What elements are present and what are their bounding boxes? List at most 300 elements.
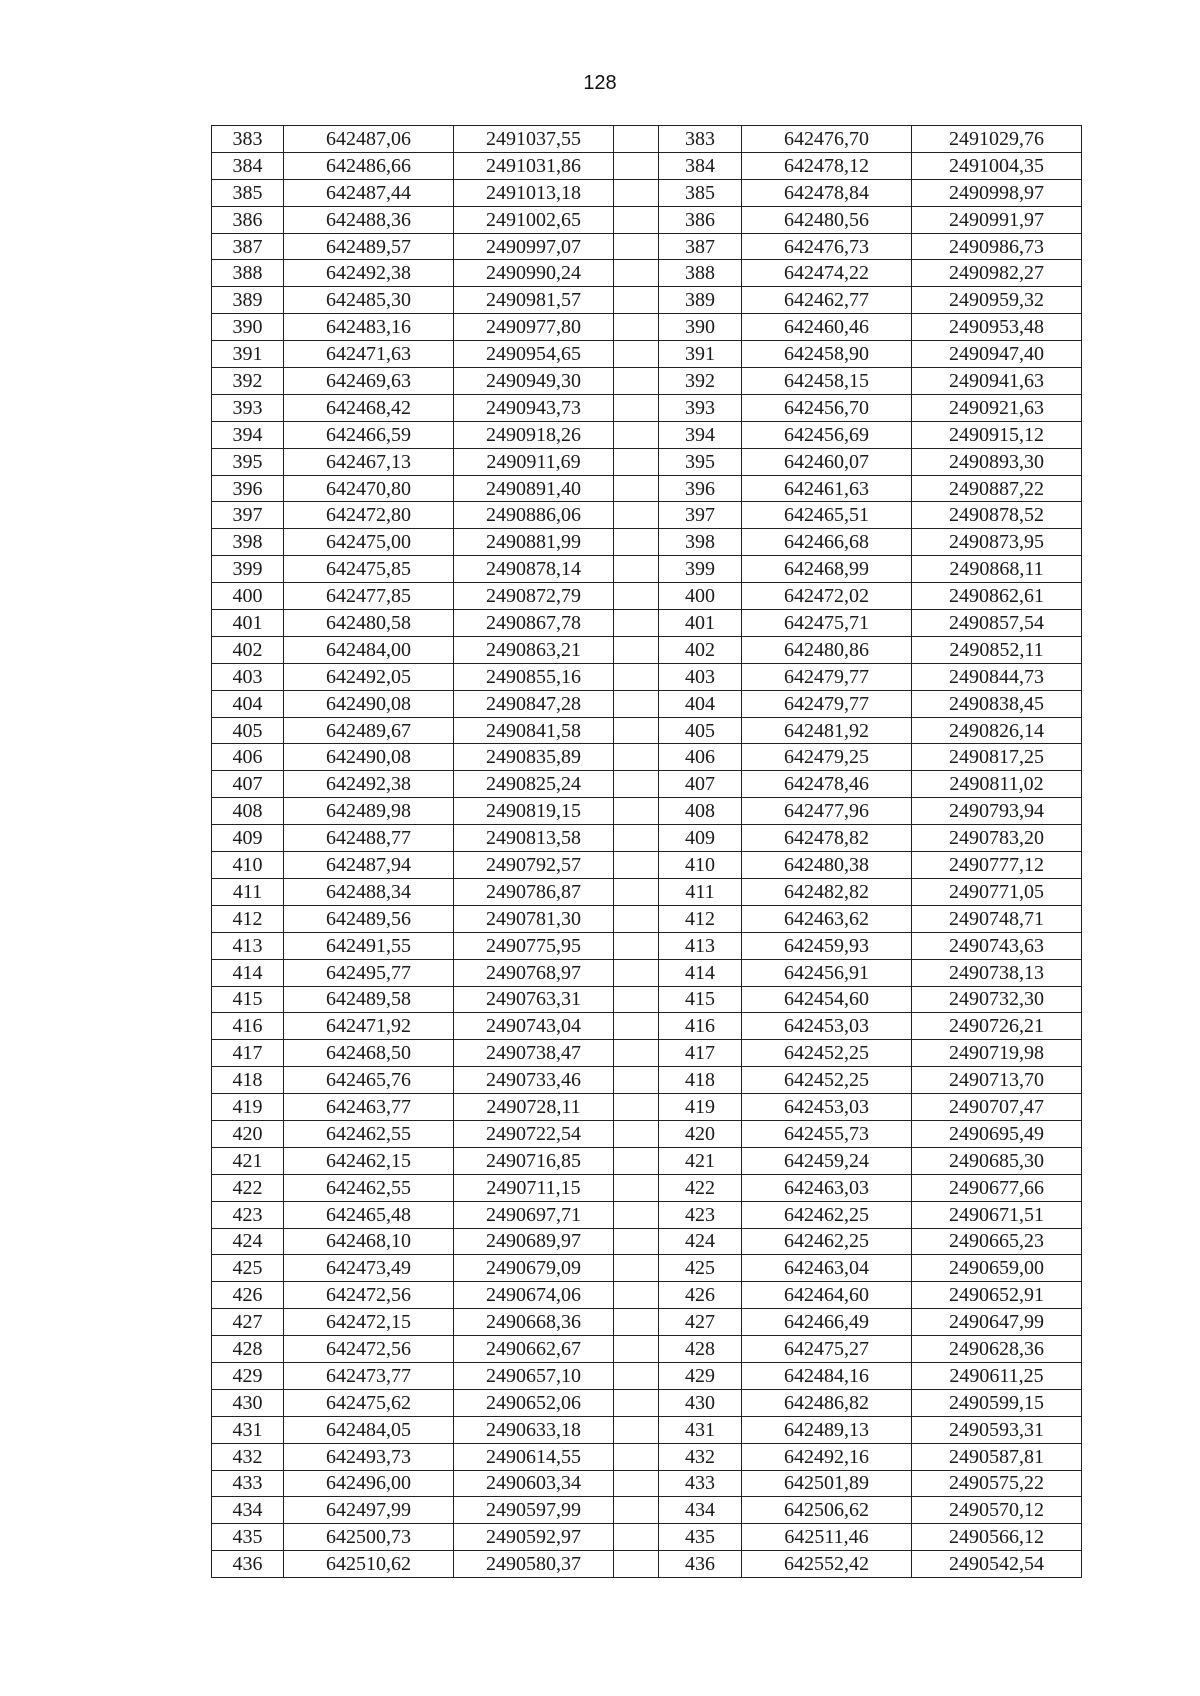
spacer-cell <box>614 287 659 314</box>
spacer-cell <box>614 717 659 744</box>
right-x-coordinate-cell: 642478,84 <box>742 179 912 206</box>
right-point-number-cell: 390 <box>659 314 742 341</box>
table-row <box>212 179 1082 206</box>
left-point-number-cell: 397 <box>212 502 284 529</box>
table-row <box>212 610 1082 637</box>
right-point-number-cell: 385 <box>659 179 742 206</box>
right-point-number-cell: 433 <box>659 1470 742 1497</box>
right-x-coordinate-cell: 642484,16 <box>742 1362 912 1389</box>
right-y-coordinate-cell: 2490599,15 <box>912 1389 1082 1416</box>
left-y-coordinate-cell: 2490652,06 <box>454 1389 614 1416</box>
right-x-coordinate-cell: 642479,77 <box>742 690 912 717</box>
right-point-number-cell: 384 <box>659 152 742 179</box>
table-row <box>212 1120 1082 1147</box>
right-point-number-cell: 421 <box>659 1147 742 1174</box>
left-x-coordinate-cell: 642490,08 <box>284 744 454 771</box>
right-x-coordinate-cell: 642458,90 <box>742 341 912 368</box>
right-point-number-cell: 416 <box>659 1013 742 1040</box>
right-y-coordinate-cell: 2490953,48 <box>912 314 1082 341</box>
left-y-coordinate-cell: 2491002,65 <box>454 206 614 233</box>
left-point-number-cell: 411 <box>212 878 284 905</box>
right-x-coordinate-cell: 642468,99 <box>742 556 912 583</box>
table-row <box>212 717 1082 744</box>
table-row <box>212 905 1082 932</box>
right-y-coordinate-cell: 2490652,91 <box>912 1282 1082 1309</box>
right-point-number-cell: 429 <box>659 1362 742 1389</box>
spacer-cell <box>614 690 659 717</box>
right-point-number-cell: 409 <box>659 825 742 852</box>
right-point-number-cell: 391 <box>659 341 742 368</box>
table-row <box>212 932 1082 959</box>
right-y-coordinate-cell: 2490817,25 <box>912 744 1082 771</box>
left-x-coordinate-cell: 642471,63 <box>284 341 454 368</box>
table-row <box>212 394 1082 421</box>
table-row <box>212 1255 1082 1282</box>
left-y-coordinate-cell: 2490743,04 <box>454 1013 614 1040</box>
left-y-coordinate-cell: 2490847,28 <box>454 690 614 717</box>
right-y-coordinate-cell: 2490986,73 <box>912 233 1082 260</box>
right-point-number-cell: 389 <box>659 287 742 314</box>
spacer-cell <box>614 771 659 798</box>
left-point-number-cell: 413 <box>212 932 284 959</box>
left-y-coordinate-cell: 2490886,06 <box>454 502 614 529</box>
left-x-coordinate-cell: 642484,00 <box>284 636 454 663</box>
left-x-coordinate-cell: 642484,05 <box>284 1416 454 1443</box>
table-row <box>212 475 1082 502</box>
left-x-coordinate-cell: 642489,58 <box>284 986 454 1013</box>
right-x-coordinate-cell: 642506,62 <box>742 1497 912 1524</box>
left-point-number-cell: 422 <box>212 1174 284 1201</box>
table-row <box>212 878 1082 905</box>
left-x-coordinate-cell: 642468,10 <box>284 1228 454 1255</box>
right-x-coordinate-cell: 642462,25 <box>742 1228 912 1255</box>
left-x-coordinate-cell: 642480,58 <box>284 610 454 637</box>
table-row <box>212 1336 1082 1363</box>
left-point-number-cell: 386 <box>212 206 284 233</box>
left-y-coordinate-cell: 2490835,89 <box>454 744 614 771</box>
spacer-cell <box>614 825 659 852</box>
spacer-cell <box>614 1551 659 1578</box>
right-point-number-cell: 399 <box>659 556 742 583</box>
table-row <box>212 152 1082 179</box>
left-point-number-cell: 389 <box>212 287 284 314</box>
table-row <box>212 126 1082 153</box>
right-point-number-cell: 417 <box>659 1040 742 1067</box>
left-x-coordinate-cell: 642489,67 <box>284 717 454 744</box>
left-y-coordinate-cell: 2490657,10 <box>454 1362 614 1389</box>
right-point-number-cell: 428 <box>659 1336 742 1363</box>
left-x-coordinate-cell: 642488,34 <box>284 878 454 905</box>
left-point-number-cell: 435 <box>212 1524 284 1551</box>
left-point-number-cell: 434 <box>212 1497 284 1524</box>
left-y-coordinate-cell: 2490633,18 <box>454 1416 614 1443</box>
right-y-coordinate-cell: 2490852,11 <box>912 636 1082 663</box>
right-x-coordinate-cell: 642501,89 <box>742 1470 912 1497</box>
spacer-cell <box>614 636 659 663</box>
right-y-coordinate-cell: 2490611,25 <box>912 1362 1082 1389</box>
right-x-coordinate-cell: 642478,82 <box>742 825 912 852</box>
table-row <box>212 959 1082 986</box>
right-point-number-cell: 427 <box>659 1309 742 1336</box>
left-x-coordinate-cell: 642495,77 <box>284 959 454 986</box>
right-y-coordinate-cell: 2490719,98 <box>912 1040 1082 1067</box>
right-x-coordinate-cell: 642474,22 <box>742 260 912 287</box>
spacer-cell <box>614 475 659 502</box>
spacer-cell <box>614 852 659 879</box>
right-x-coordinate-cell: 642462,25 <box>742 1201 912 1228</box>
table-row <box>212 663 1082 690</box>
left-point-number-cell: 400 <box>212 583 284 610</box>
spacer-cell <box>614 1147 659 1174</box>
right-point-number-cell: 388 <box>659 260 742 287</box>
right-y-coordinate-cell: 2490777,12 <box>912 852 1082 879</box>
spacer-cell <box>614 556 659 583</box>
spacer-cell <box>614 341 659 368</box>
left-point-number-cell: 431 <box>212 1416 284 1443</box>
left-y-coordinate-cell: 2490614,55 <box>454 1443 614 1470</box>
right-y-coordinate-cell: 2490707,47 <box>912 1094 1082 1121</box>
right-y-coordinate-cell: 2490868,11 <box>912 556 1082 583</box>
right-x-coordinate-cell: 642465,51 <box>742 502 912 529</box>
left-x-coordinate-cell: 642510,62 <box>284 1551 454 1578</box>
right-x-coordinate-cell: 642454,60 <box>742 986 912 1013</box>
right-y-coordinate-cell: 2490857,54 <box>912 610 1082 637</box>
right-x-coordinate-cell: 642478,12 <box>742 152 912 179</box>
right-x-coordinate-cell: 642460,07 <box>742 448 912 475</box>
left-y-coordinate-cell: 2490768,97 <box>454 959 614 986</box>
left-x-coordinate-cell: 642485,30 <box>284 287 454 314</box>
left-point-number-cell: 387 <box>212 233 284 260</box>
left-y-coordinate-cell: 2490597,99 <box>454 1497 614 1524</box>
table-row <box>212 1201 1082 1228</box>
left-point-number-cell: 421 <box>212 1147 284 1174</box>
right-point-number-cell: 402 <box>659 636 742 663</box>
page-number: 128 <box>583 72 617 94</box>
right-point-number-cell: 387 <box>659 233 742 260</box>
left-y-coordinate-cell: 2490841,58 <box>454 717 614 744</box>
left-point-number-cell: 401 <box>212 610 284 637</box>
left-x-coordinate-cell: 642467,13 <box>284 448 454 475</box>
left-y-coordinate-cell: 2490792,57 <box>454 852 614 879</box>
spacer-cell <box>614 663 659 690</box>
table-row <box>212 341 1082 368</box>
left-x-coordinate-cell: 642492,05 <box>284 663 454 690</box>
right-point-number-cell: 420 <box>659 1120 742 1147</box>
right-y-coordinate-cell: 2490862,61 <box>912 583 1082 610</box>
table-row <box>212 556 1082 583</box>
left-x-coordinate-cell: 642488,36 <box>284 206 454 233</box>
right-point-number-cell: 410 <box>659 852 742 879</box>
right-x-coordinate-cell: 642475,27 <box>742 1336 912 1363</box>
right-y-coordinate-cell: 2490575,22 <box>912 1470 1082 1497</box>
spacer-cell <box>614 1443 659 1470</box>
table-row <box>212 852 1082 879</box>
right-x-coordinate-cell: 642489,13 <box>742 1416 912 1443</box>
left-x-coordinate-cell: 642473,77 <box>284 1362 454 1389</box>
table-row <box>212 368 1082 395</box>
left-x-coordinate-cell: 642468,42 <box>284 394 454 421</box>
spacer-cell <box>614 1309 659 1336</box>
left-y-coordinate-cell: 2490662,67 <box>454 1336 614 1363</box>
left-x-coordinate-cell: 642471,92 <box>284 1013 454 1040</box>
right-y-coordinate-cell: 2490887,22 <box>912 475 1082 502</box>
right-y-coordinate-cell: 2490726,21 <box>912 1013 1082 1040</box>
left-x-coordinate-cell: 642475,00 <box>284 529 454 556</box>
right-y-coordinate-cell: 2490838,45 <box>912 690 1082 717</box>
left-point-number-cell: 426 <box>212 1282 284 1309</box>
right-x-coordinate-cell: 642466,68 <box>742 529 912 556</box>
left-x-coordinate-cell: 642491,55 <box>284 932 454 959</box>
left-point-number-cell: 390 <box>212 314 284 341</box>
left-x-coordinate-cell: 642486,66 <box>284 152 454 179</box>
left-x-coordinate-cell: 642492,38 <box>284 771 454 798</box>
right-x-coordinate-cell: 642461,63 <box>742 475 912 502</box>
left-y-coordinate-cell: 2490891,40 <box>454 475 614 502</box>
left-point-number-cell: 419 <box>212 1094 284 1121</box>
right-y-coordinate-cell: 2491029,76 <box>912 126 1082 153</box>
left-y-coordinate-cell: 2491013,18 <box>454 179 614 206</box>
table-row <box>212 744 1082 771</box>
left-point-number-cell: 433 <box>212 1470 284 1497</box>
table-row <box>212 448 1082 475</box>
spacer-cell <box>614 1174 659 1201</box>
right-y-coordinate-cell: 2490685,30 <box>912 1147 1082 1174</box>
left-x-coordinate-cell: 642487,06 <box>284 126 454 153</box>
spacer-cell <box>614 448 659 475</box>
left-x-coordinate-cell: 642469,63 <box>284 368 454 395</box>
right-point-number-cell: 413 <box>659 932 742 959</box>
left-x-coordinate-cell: 642487,94 <box>284 852 454 879</box>
left-x-coordinate-cell: 642473,49 <box>284 1255 454 1282</box>
left-y-coordinate-cell: 2490997,07 <box>454 233 614 260</box>
left-x-coordinate-cell: 642472,80 <box>284 502 454 529</box>
left-y-coordinate-cell: 2490580,37 <box>454 1551 614 1578</box>
left-y-coordinate-cell: 2491031,86 <box>454 152 614 179</box>
left-point-number-cell: 393 <box>212 394 284 421</box>
left-point-number-cell: 416 <box>212 1013 284 1040</box>
right-point-number-cell: 418 <box>659 1067 742 1094</box>
right-point-number-cell: 419 <box>659 1094 742 1121</box>
left-x-coordinate-cell: 642462,55 <box>284 1174 454 1201</box>
right-x-coordinate-cell: 642456,91 <box>742 959 912 986</box>
right-y-coordinate-cell: 2490998,97 <box>912 179 1082 206</box>
left-x-coordinate-cell: 642462,55 <box>284 1120 454 1147</box>
left-point-number-cell: 436 <box>212 1551 284 1578</box>
table-row <box>212 1362 1082 1389</box>
right-y-coordinate-cell: 2490732,30 <box>912 986 1082 1013</box>
left-y-coordinate-cell: 2490872,79 <box>454 583 614 610</box>
left-x-coordinate-cell: 642490,08 <box>284 690 454 717</box>
right-y-coordinate-cell: 2490566,12 <box>912 1524 1082 1551</box>
table-row <box>212 421 1082 448</box>
right-point-number-cell: 405 <box>659 717 742 744</box>
table-row <box>212 1094 1082 1121</box>
left-point-number-cell: 432 <box>212 1443 284 1470</box>
left-point-number-cell: 407 <box>212 771 284 798</box>
spacer-cell <box>614 1470 659 1497</box>
right-point-number-cell: 394 <box>659 421 742 448</box>
table-row <box>212 502 1082 529</box>
left-y-coordinate-cell: 2490990,24 <box>454 260 614 287</box>
right-y-coordinate-cell: 2490941,63 <box>912 368 1082 395</box>
spacer-cell <box>614 1282 659 1309</box>
spacer-cell <box>614 905 659 932</box>
table-row <box>212 1389 1082 1416</box>
right-x-coordinate-cell: 642459,93 <box>742 932 912 959</box>
right-x-coordinate-cell: 642479,77 <box>742 663 912 690</box>
right-y-coordinate-cell: 2490915,12 <box>912 421 1082 448</box>
right-point-number-cell: 393 <box>659 394 742 421</box>
left-y-coordinate-cell: 2490711,15 <box>454 1174 614 1201</box>
table-row <box>212 986 1082 1013</box>
table-row <box>212 1013 1082 1040</box>
left-y-coordinate-cell: 2490878,14 <box>454 556 614 583</box>
table-row <box>212 1174 1082 1201</box>
table-row <box>212 690 1082 717</box>
left-y-coordinate-cell: 2490689,97 <box>454 1228 614 1255</box>
spacer-cell <box>614 368 659 395</box>
right-x-coordinate-cell: 642492,16 <box>742 1443 912 1470</box>
right-point-number-cell: 411 <box>659 878 742 905</box>
right-point-number-cell: 415 <box>659 986 742 1013</box>
spacer-cell <box>614 152 659 179</box>
coordinates-table-body <box>212 126 1082 1578</box>
left-y-coordinate-cell: 2490763,31 <box>454 986 614 1013</box>
table-row <box>212 583 1082 610</box>
table-row <box>212 287 1082 314</box>
right-x-coordinate-cell: 642511,46 <box>742 1524 912 1551</box>
table-row <box>212 1497 1082 1524</box>
right-x-coordinate-cell: 642456,70 <box>742 394 912 421</box>
left-point-number-cell: 423 <box>212 1201 284 1228</box>
right-y-coordinate-cell: 2490587,81 <box>912 1443 1082 1470</box>
table-row <box>212 1524 1082 1551</box>
left-point-number-cell: 398 <box>212 529 284 556</box>
left-y-coordinate-cell: 2490733,46 <box>454 1067 614 1094</box>
right-point-number-cell: 395 <box>659 448 742 475</box>
right-point-number-cell: 406 <box>659 744 742 771</box>
table-row <box>212 1067 1082 1094</box>
left-point-number-cell: 392 <box>212 368 284 395</box>
spacer-cell <box>614 1094 659 1121</box>
left-x-coordinate-cell: 642463,77 <box>284 1094 454 1121</box>
left-point-number-cell: 394 <box>212 421 284 448</box>
right-y-coordinate-cell: 2490665,23 <box>912 1228 1082 1255</box>
right-x-coordinate-cell: 642463,62 <box>742 905 912 932</box>
right-y-coordinate-cell: 2490893,30 <box>912 448 1082 475</box>
right-x-coordinate-cell: 642453,03 <box>742 1094 912 1121</box>
right-x-coordinate-cell: 642462,77 <box>742 287 912 314</box>
left-y-coordinate-cell: 2490674,06 <box>454 1282 614 1309</box>
right-x-coordinate-cell: 642464,60 <box>742 1282 912 1309</box>
left-point-number-cell: 395 <box>212 448 284 475</box>
left-y-coordinate-cell: 2490697,71 <box>454 1201 614 1228</box>
table-row <box>212 314 1082 341</box>
left-y-coordinate-cell: 2490867,78 <box>454 610 614 637</box>
table-row <box>212 1443 1082 1470</box>
right-x-coordinate-cell: 642482,82 <box>742 878 912 905</box>
spacer-cell <box>614 1201 659 1228</box>
right-point-number-cell: 431 <box>659 1416 742 1443</box>
right-x-coordinate-cell: 642480,38 <box>742 852 912 879</box>
spacer-cell <box>614 179 659 206</box>
table-row <box>212 1309 1082 1336</box>
right-y-coordinate-cell: 2490793,94 <box>912 798 1082 825</box>
left-point-number-cell: 424 <box>212 1228 284 1255</box>
right-y-coordinate-cell: 2490873,95 <box>912 529 1082 556</box>
right-x-coordinate-cell: 642479,25 <box>742 744 912 771</box>
right-y-coordinate-cell: 2490738,13 <box>912 959 1082 986</box>
spacer-cell <box>614 798 659 825</box>
spacer-cell <box>614 1067 659 1094</box>
left-point-number-cell: 399 <box>212 556 284 583</box>
right-y-coordinate-cell: 2490593,31 <box>912 1416 1082 1443</box>
left-x-coordinate-cell: 642472,56 <box>284 1336 454 1363</box>
spacer-cell <box>614 233 659 260</box>
right-y-coordinate-cell: 2490771,05 <box>912 878 1082 905</box>
right-x-coordinate-cell: 642458,15 <box>742 368 912 395</box>
table-row <box>212 798 1082 825</box>
right-point-number-cell: 386 <box>659 206 742 233</box>
right-point-number-cell: 404 <box>659 690 742 717</box>
right-y-coordinate-cell: 2490826,14 <box>912 717 1082 744</box>
spacer-cell <box>614 260 659 287</box>
table-row <box>212 233 1082 260</box>
left-y-coordinate-cell: 2490738,47 <box>454 1040 614 1067</box>
left-point-number-cell: 408 <box>212 798 284 825</box>
right-y-coordinate-cell: 2490844,73 <box>912 663 1082 690</box>
right-point-number-cell: 397 <box>659 502 742 529</box>
left-y-coordinate-cell: 2490786,87 <box>454 878 614 905</box>
right-point-number-cell: 398 <box>659 529 742 556</box>
right-y-coordinate-cell: 2490695,49 <box>912 1120 1082 1147</box>
right-point-number-cell: 426 <box>659 1282 742 1309</box>
right-point-number-cell: 383 <box>659 126 742 153</box>
right-y-coordinate-cell: 2490921,63 <box>912 394 1082 421</box>
right-y-coordinate-cell: 2490811,02 <box>912 771 1082 798</box>
left-point-number-cell: 412 <box>212 905 284 932</box>
right-y-coordinate-cell: 2490878,52 <box>912 502 1082 529</box>
left-y-coordinate-cell: 2490722,54 <box>454 1120 614 1147</box>
left-point-number-cell: 383 <box>212 126 284 153</box>
spacer-cell <box>614 583 659 610</box>
left-y-coordinate-cell: 2490918,26 <box>454 421 614 448</box>
left-point-number-cell: 410 <box>212 852 284 879</box>
left-y-coordinate-cell: 2490775,95 <box>454 932 614 959</box>
right-point-number-cell: 392 <box>659 368 742 395</box>
left-x-coordinate-cell: 642492,38 <box>284 260 454 287</box>
left-y-coordinate-cell: 2490881,99 <box>454 529 614 556</box>
left-x-coordinate-cell: 642496,00 <box>284 1470 454 1497</box>
spacer-cell <box>614 1362 659 1389</box>
left-point-number-cell: 415 <box>212 986 284 1013</box>
table-row <box>212 1416 1082 1443</box>
left-y-coordinate-cell: 2490863,21 <box>454 636 614 663</box>
right-x-coordinate-cell: 642477,96 <box>742 798 912 825</box>
left-x-coordinate-cell: 642462,15 <box>284 1147 454 1174</box>
spacer-cell <box>614 394 659 421</box>
spacer-cell <box>614 529 659 556</box>
left-point-number-cell: 388 <box>212 260 284 287</box>
table-row <box>212 1551 1082 1578</box>
table-row <box>212 1040 1082 1067</box>
right-x-coordinate-cell: 642463,03 <box>742 1174 912 1201</box>
left-x-coordinate-cell: 642470,80 <box>284 475 454 502</box>
right-x-coordinate-cell: 642478,46 <box>742 771 912 798</box>
left-x-coordinate-cell: 642472,56 <box>284 1282 454 1309</box>
left-x-coordinate-cell: 642466,59 <box>284 421 454 448</box>
right-y-coordinate-cell: 2490542,54 <box>912 1551 1082 1578</box>
